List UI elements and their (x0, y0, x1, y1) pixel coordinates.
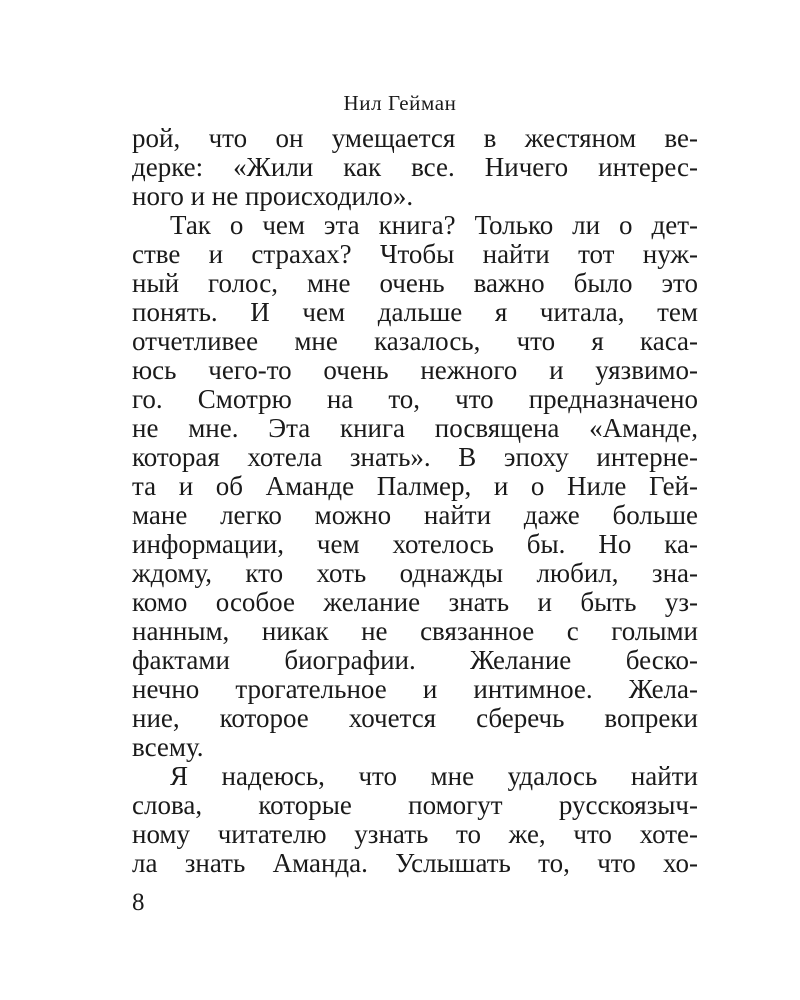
text-line: которая хотела знать». В эпоху интерне- (132, 442, 698, 472)
text-line: ный голос, мне очень важно было это (132, 268, 698, 298)
text-line: го. Смотрю на то, что предназначено (132, 384, 698, 414)
text-line: нечно трогательное и интимное. Жела- (132, 674, 698, 704)
text-line: ждому, кто хоть однажды любил, зна- (132, 558, 698, 588)
page-number: 8 (132, 889, 145, 916)
text-line: слова, которые помогут русскоязыч- (132, 790, 698, 820)
text-line: ного и не происходило». (132, 181, 414, 211)
text-line: ние, которое хочется сберечь вопреки (132, 703, 698, 733)
text-line: юсь чего-то очень нежного и уязвимо- (132, 355, 698, 385)
text-line: ла знать Аманда. Услышать то, что хо- (132, 848, 698, 878)
text-line: Я надеюсь, что мне удалось найти (170, 761, 698, 791)
body-text (132, 124, 698, 878)
text-line: фактами биографии. Желание беско- (132, 645, 698, 675)
text-line: отчетливее мне казалось, что я каса- (132, 326, 698, 356)
text-line: ному читателю узнать то же, что хоте- (132, 819, 698, 849)
text-line: понять. И чем дальше я читала, тем (132, 297, 698, 327)
text-line: стве и страхах? Чтобы найти тот нуж- (132, 239, 698, 269)
text-line: рой, что он умещается в жестяном ве- (132, 123, 698, 153)
text-line: всему. (132, 732, 204, 762)
text-line: мане легко можно найти даже больше (132, 500, 698, 530)
text-line: нанным, никак не связанное с голыми (132, 616, 698, 646)
text-line: Так о чем эта книга? Только ли о дет- (170, 210, 698, 240)
text-line: та и об Аманде Палмер, и о Ниле Гей- (132, 471, 698, 501)
text-line: не мне. Эта книга посвящена «Аманде, (132, 413, 698, 443)
running-header-author: Нил Гейман (343, 91, 457, 115)
text-line: дерке: «Жили как все. Ничего интерес- (132, 152, 698, 182)
text-line: информации, чем хотелось бы. Но ка- (132, 529, 698, 559)
text-line: комо особое желание знать и быть уз- (132, 587, 698, 617)
